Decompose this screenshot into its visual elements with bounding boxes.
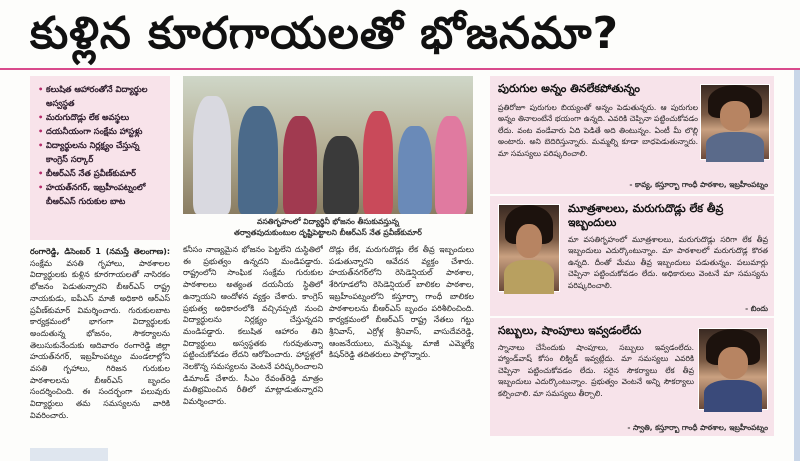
testimonial-box-3 [490, 318, 774, 436]
bottom-tab [30, 448, 108, 461]
testimonial-signature: - స్వాతి, కస్తూర్బా గాంధీ పాఠశాల, ఇబ్రహీంపట్నం [627, 423, 768, 432]
student-photo [698, 328, 768, 410]
highlight-item: • విద్యార్థులను నిర్లక్ష్యం చేస్తున్న కాంగ్రెస్ సర్కార్ [38, 138, 164, 166]
photo-caption-line-1: వసతిగృహంలో విద్యార్థినీ భోజనం తీసుకువస్తున్న [257, 217, 399, 226]
testimonial-title: మూత్రశాలలు, మరుగుదొడ్లు లేక తీవ్ర ఇబ్బందులు [568, 202, 724, 229]
student-photo [700, 84, 770, 160]
highlight-item: • బీఆర్ఎస్ నేత ప్రవీణ్‌కుమార్ [38, 166, 164, 180]
news-photo [183, 76, 473, 214]
testimonial-text: ప్రతిరోజూ పురుగుల బియ్యంతో అన్నం పెడుతున్నరు. ఆ పురుగుల అన్నం తినాలంటేనే భయంగా ఉన్నది. ఎవరికి చెప్పినా పట్టించుకోవడం లేదు. వంట వండేవారు ఏది పెడితే అది తింటున్నం. ఏంటీ మీ లొల్లి అంటారు. అని బెదిరిస్తున్నారు. మమ్మల్ని కూడా బాధపెడుతున్నారు. మా సమస్యలు పరిష్కరించాలి. [498, 103, 698, 158]
testimonial-box-2 [490, 196, 774, 316]
headline-rule [0, 68, 800, 70]
highlight-item: • దయనీయంగా సంక్షేమ హాస్టళ్లు [38, 124, 164, 138]
highlight-item: • కలుషిత ఆహారంతోనే విద్యార్థుల అస్వస్థత [38, 82, 164, 110]
testimonial-box-1 [490, 76, 774, 194]
testimonial-text: మా వసతిగృహంలో మూత్రశాలలు, మరుగుదొడ్లు సరిగా లేక తీవ్ర ఇబ్బందులు ఎదుర్కొంటున్నాం. మా పాఠశాలలో మరుగుదొడ్ల కొరత ఉన్నది. దీంతో మేము తీవ్ర ఇబ్బందులు పడుతున్నం. పలుమార్లు చెప్పినా పట్టించుకోవడం లేదు. అధికారులు వెంటనే మా సమస్యను పరిష్కరించాలి. [568, 235, 768, 290]
highlight-item: • హయత్‌నగర్, ఇబ్రహీంపట్నంలో బీఆర్ఎస్ గురుకుల బాట [38, 180, 164, 208]
testimonial-text: స్నానాలు చేసేందుకు షాంపూలు, సబ్బులు ఇవ్వడంలేదు. హ్యాండ్‌వాష్ కోసం లిక్విడ్ ఇవ్వట్లేదు. మా సమస్యలు ఎవరికి చెప్పినా పట్టించుకోవడం లేదు. సరైన సౌకర్యాలు లేక తీవ్ర ఇబ్బందులు ఎదుర్కొంటున్నాం. ప్రభుత్వం వెంటనే అన్ని సౌకర్యాలు కల్పించాలి. మా సమస్యలు తీర్చాలి. [498, 343, 694, 398]
article-column-1 [30, 246, 170, 446]
testimonial-title: పురుగుల అన్నం తినలేకపోతున్నం [498, 82, 641, 95]
article-column-3: దొడ్లు లేక, మరుగుదొడ్లు లేక తీవ్ర ఇబ్బందులు పడుతున్నారని ఆవేదన వ్యక్తం చేశారు. హయత్‌నగర్‌లోని రెసిడెన్షియల్ పాఠశాల, శేరిగూడలోని రెసిడెన్షియల్ బాలికల పాఠశాల, ఇబ్రహీంపట్నంలోని కస్తూర్బా గాంధీ బాలికల పాఠశాలలను బీఆర్ఎస్ బృందం పరిశీలించింది. కార్యక్రమంలో బీఆర్ఎస్ రాష్ట్ర నేతలు గట్టు శ్రీనివాస్, ఎర్రోళ్ల శ్రీనివాస్, వాసుదేవరెడ్డి, ఆంజనేయులు, మన్నెమ్మ, మాజీ ఎమ్మెల్యే కిషన్‌రెడ్డి తదితరులు పాల్గొన్నారు. [329, 245, 474, 360]
photo-caption [183, 216, 473, 238]
side-strip [794, 70, 800, 461]
student-photo [498, 204, 560, 292]
highlights-box [30, 76, 170, 240]
page-headline: కుళ్లిన కూరగాయలతో భోజనమా? [30, 8, 620, 59]
article-column-2: కనీసం నాణ్యమైన భోజనం పెట్టలేని దుస్థితిలో ఈ ప్రభుత్వం ఉన్నదని మండిపడ్డారు. రాష్ట్రంలోని సాంఘిక సంక్షేమ గురుకుల పాఠశాలలు అత్యంత దయనీయ స్థితిలో ఉన్నాయని ఆందోళన వ్యక్తం చేశారు. కాంగ్రెస్ ప్రభుత్వ అధికారంలోకి వచ్చినప్పటి నుంచి విద్యార్థులను నిర్లక్ష్యం చేస్తున్నదని మండిపడ్డారు. కలుషిత ఆహారం తిని విద్యార్థులు అస్వస్థతకు గురవుతున్నా పట్టించుకోవడం లేదని ఆరోపించారు. హాస్టళ్లలో నెలకొన్న సమస్యలను వెంటనే పరిష్కరించాలని డిమాండ్ చేశారు. సీఎం రేవంత్‌రెడ్డి మాత్రం మతిభ్రమించిన రీతిలో మాట్లాడుతున్నారని విమర్శించారు. [183, 245, 323, 407]
highlight-item: • మరుగుదొడ్లు లేక అవస్థలు [38, 110, 164, 124]
photo-caption-line-2: తర్వాతపుదుకుంటుల దృష్టిపెట్టాలని బీఆర్ఎస్ నేత ప్రవీణ్‌కుమార్ [234, 228, 422, 237]
testimonial-signature: - బిందు [745, 304, 768, 313]
testimonial-signature: - కావ్య, కస్తూర్బా గాంధీ పాఠశాల, ఇబ్రహీంపట్నం [629, 180, 768, 189]
article-text: సంక్షేమ వసతి గృహాలు, పాఠశాలల విద్యార్థులకు కుళ్లిన కూరగాయలతో నాసిరకం భోజనం పెడుతున్నారని బీఆర్ఎస్ రాష్ట్ర నాయకుడు, ఐపీఎస్ మాజీ అధికారి ఆర్ఎస్ ప్రవీణ్‌కుమార్ విమర్శించారు. గురుకులబాట కార్యక్రమంలో భాగంగా విద్యార్థులకు అందుతున్న భోజనం, సౌకర్యాలను తెలుసుకునేందుకు ఆదివారం రంగారెడ్డి జిల్లా హయత్‌నగర్, ఇబ్రహీంపట్నం మండలాల్లోని వసతి గృహాలు, గిరిజన గురుకుల పాఠశాలలను బీఆర్ఎస్ బృందం సందర్శించింది. ఈ సందర్భంగా పలువురు విద్యార్థులు తమ సమస్యలను వారికి వివరించారు. [30, 258, 170, 420]
testimonial-title: సబ్బులు, షాంపూలు ఇవ్వడంలేదు [498, 324, 642, 337]
article-dateline: రంగారెడ్డి, డిసెంబర్ 1 (నమస్తే తెలంగాణ): [30, 247, 170, 256]
